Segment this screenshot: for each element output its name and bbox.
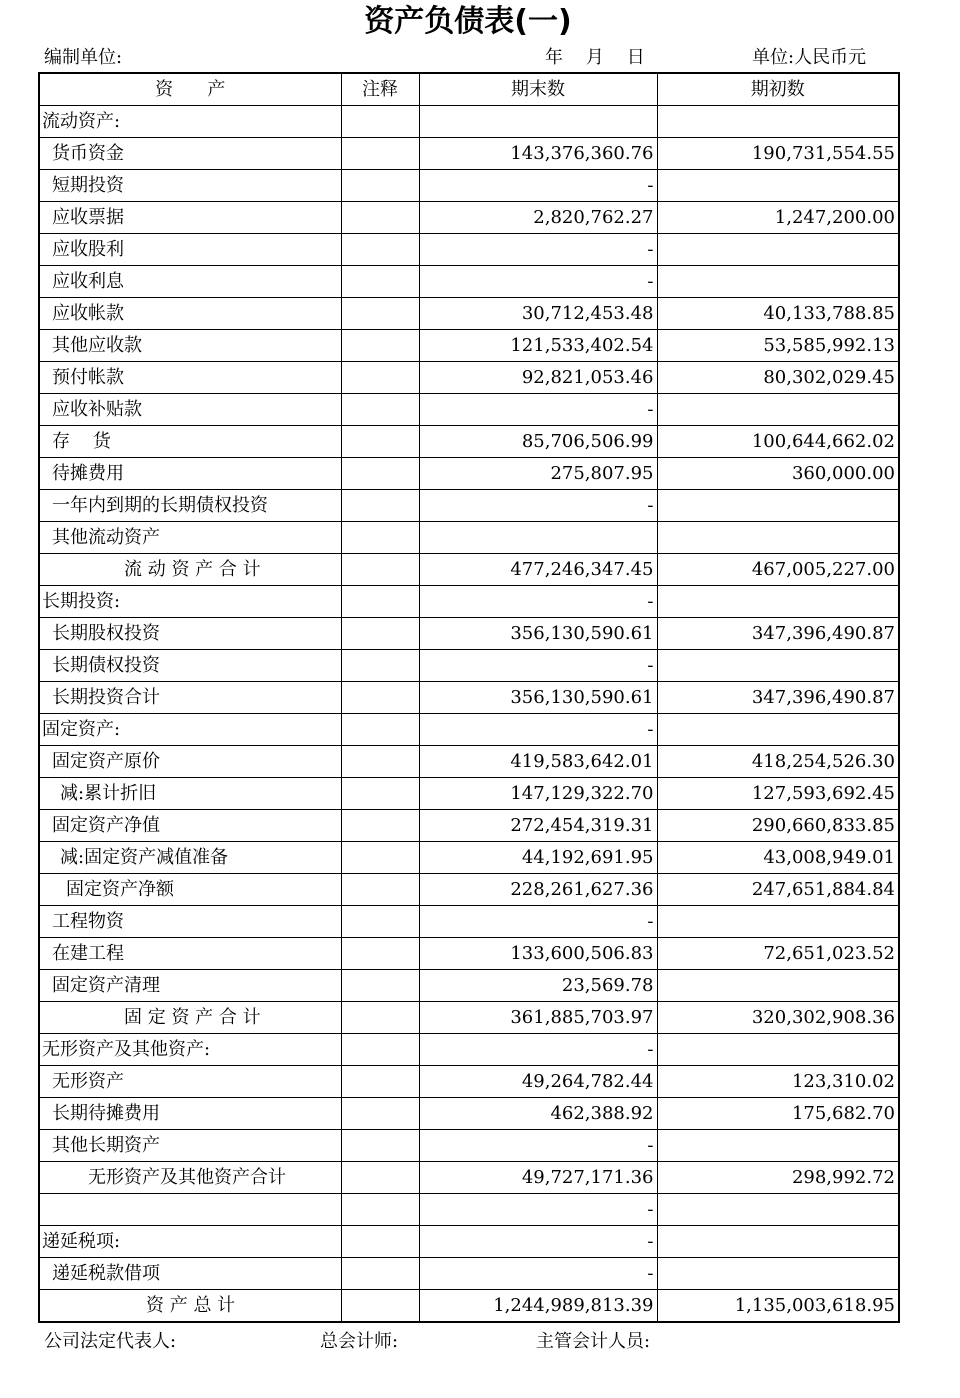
row-note (341, 650, 419, 682)
row-label: 固定资产净额 (39, 874, 341, 906)
table-row (39, 138, 899, 170)
row-period-begin-value (657, 1226, 899, 1258)
row-label: 应收股利 (39, 234, 341, 266)
row-note (341, 842, 419, 874)
row-period-begin-value: 347,396,490.87 (657, 682, 899, 714)
header-period-begin: 期初数 (657, 73, 899, 106)
header-period-end: 期末数 (419, 73, 657, 106)
row-period-end-value: 92,821,053.46 (419, 362, 657, 394)
table-row (39, 1002, 899, 1034)
table-row (39, 298, 899, 330)
row-period-end-value: - (419, 1130, 657, 1162)
row-note (341, 490, 419, 522)
row-label: 流 动 资 产 合 计 (39, 554, 341, 586)
row-period-begin-value: 347,396,490.87 (657, 618, 899, 650)
row-period-begin-value: 247,651,884.84 (657, 874, 899, 906)
row-label: 长期股权投资 (39, 618, 341, 650)
row-note (341, 170, 419, 202)
row-label: 其他流动资产 (39, 522, 341, 554)
row-period-begin-value: 40,133,788.85 (657, 298, 899, 330)
row-period-end-value: 356,130,590.61 (419, 682, 657, 714)
table-row (39, 554, 899, 586)
row-note (341, 266, 419, 298)
row-period-end-value: 49,264,782.44 (419, 1066, 657, 1098)
row-period-begin-value (657, 970, 899, 1002)
row-note (341, 1194, 419, 1226)
row-note (341, 458, 419, 490)
row-note (341, 746, 419, 778)
row-note (341, 1034, 419, 1066)
header-assets: 资 产 (39, 73, 341, 106)
table-row (39, 810, 899, 842)
row-label: 固定资产净值 (39, 810, 341, 842)
table-row (39, 106, 899, 138)
row-label: 应收利息 (39, 266, 341, 298)
row-period-begin-value (657, 586, 899, 618)
row-period-end-value: 2,820,762.27 (419, 202, 657, 234)
row-period-begin-value: 298,992.72 (657, 1162, 899, 1194)
row-period-end-value: - (419, 1194, 657, 1226)
row-period-begin-value (657, 522, 899, 554)
table-row (39, 1290, 899, 1323)
header-note: 注释 (341, 73, 419, 106)
row-label: 应收补贴款 (39, 394, 341, 426)
row-label: 在建工程 (39, 938, 341, 970)
row-period-end-value: 143,376,360.76 (419, 138, 657, 170)
row-note (341, 1162, 419, 1194)
header-row (39, 73, 899, 106)
row-label: 其他应收款 (39, 330, 341, 362)
currency-unit-label: 单位:人民币元 (752, 47, 867, 68)
row-label: 固 定 资 产 合 计 (39, 1002, 341, 1034)
chief-accountant-label: 总会计师: (320, 1331, 399, 1352)
row-label: 长期投资合计 (39, 682, 341, 714)
table-row (39, 746, 899, 778)
row-label: 短期投资 (39, 170, 341, 202)
row-period-begin-value (657, 394, 899, 426)
row-label: 其他长期资产 (39, 1130, 341, 1162)
table-row (39, 618, 899, 650)
row-label: 无形资产 (39, 1066, 341, 1098)
row-label: 固定资产清理 (39, 970, 341, 1002)
row-note (341, 138, 419, 170)
row-note (341, 298, 419, 330)
row-period-begin-value: 100,644,662.02 (657, 426, 899, 458)
row-note (341, 906, 419, 938)
row-period-end-value: - (419, 906, 657, 938)
row-period-begin-value (657, 234, 899, 266)
row-period-begin-value: 467,005,227.00 (657, 554, 899, 586)
row-period-end-value: - (419, 170, 657, 202)
table-row (39, 1130, 899, 1162)
row-period-end-value: 23,569.78 (419, 970, 657, 1002)
row-label: 待摊费用 (39, 458, 341, 490)
row-period-begin-value: 190,731,554.55 (657, 138, 899, 170)
table-row (39, 170, 899, 202)
row-period-begin-value: 53,585,992.13 (657, 330, 899, 362)
table-row (39, 650, 899, 682)
row-period-begin-value (657, 106, 899, 138)
row-label: 应收票据 (39, 202, 341, 234)
table-row (39, 394, 899, 426)
row-label: 无形资产及其他资产: (39, 1034, 341, 1066)
row-period-end-value: 30,712,453.48 (419, 298, 657, 330)
row-note (341, 1066, 419, 1098)
table-row (39, 682, 899, 714)
row-period-end-value: - (419, 394, 657, 426)
row-period-end-value (419, 522, 657, 554)
row-period-begin-value: 43,008,949.01 (657, 842, 899, 874)
table-row (39, 202, 899, 234)
table-row (39, 970, 899, 1002)
row-period-end-value: 419,583,642.01 (419, 746, 657, 778)
row-note (341, 426, 419, 458)
row-period-end-value (419, 106, 657, 138)
row-note (341, 970, 419, 1002)
row-period-begin-value: 72,651,023.52 (657, 938, 899, 970)
row-period-end-value: 147,129,322.70 (419, 778, 657, 810)
row-label: 递延税项: (39, 1226, 341, 1258)
row-period-begin-value: 320,302,908.36 (657, 1002, 899, 1034)
row-period-begin-value (657, 1130, 899, 1162)
row-period-begin-value (657, 1258, 899, 1290)
row-note (341, 874, 419, 906)
date-label: 年 月 日 (545, 47, 645, 68)
table-row (39, 1226, 899, 1258)
row-label: 应收帐款 (39, 298, 341, 330)
row-label: 长期债权投资 (39, 650, 341, 682)
row-period-end-value: 49,727,171.36 (419, 1162, 657, 1194)
row-period-begin-value (657, 170, 899, 202)
row-period-begin-value (657, 906, 899, 938)
legal-representative-label: 公司法定代表人: (44, 1331, 177, 1352)
row-period-end-value: 228,261,627.36 (419, 874, 657, 906)
row-period-end-value: - (419, 1034, 657, 1066)
row-label: 货币资金 (39, 138, 341, 170)
row-period-end-value: 133,600,506.83 (419, 938, 657, 970)
row-period-end-value: - (419, 490, 657, 522)
row-note (341, 938, 419, 970)
row-note (341, 394, 419, 426)
row-period-end-value: - (419, 586, 657, 618)
row-label: 预付帐款 (39, 362, 341, 394)
table-row (39, 1098, 899, 1130)
row-period-end-value: 361,885,703.97 (419, 1002, 657, 1034)
table-row (39, 490, 899, 522)
row-label: 一年内到期的长期债权投资 (39, 490, 341, 522)
row-label: 流动资产: (39, 106, 341, 138)
table-row (39, 874, 899, 906)
row-period-begin-value: 418,254,526.30 (657, 746, 899, 778)
row-period-end-value: 356,130,590.61 (419, 618, 657, 650)
table-row (39, 1034, 899, 1066)
row-period-end-value: - (419, 1258, 657, 1290)
row-period-begin-value (657, 1034, 899, 1066)
row-period-end-value: 1,244,989,813.39 (419, 1290, 657, 1323)
row-note (341, 1098, 419, 1130)
table-row (39, 906, 899, 938)
row-period-begin-value (657, 490, 899, 522)
row-note (341, 714, 419, 746)
row-note (341, 1130, 419, 1162)
row-period-begin-value: 123,310.02 (657, 1066, 899, 1098)
row-label: 长期待摊费用 (39, 1098, 341, 1130)
row-note (341, 1002, 419, 1034)
row-label (39, 1194, 341, 1226)
row-period-begin-value (657, 1194, 899, 1226)
row-period-end-value: - (419, 650, 657, 682)
row-label: 减:固定资产减值准备 (39, 842, 341, 874)
row-period-end-value: 272,454,319.31 (419, 810, 657, 842)
row-note (341, 586, 419, 618)
row-period-end-value: 121,533,402.54 (419, 330, 657, 362)
preparing-unit-label: 编制单位: (44, 47, 123, 68)
row-note (341, 682, 419, 714)
table-row (39, 522, 899, 554)
table-row (39, 266, 899, 298)
row-note (341, 618, 419, 650)
row-note (341, 778, 419, 810)
row-period-begin-value (657, 266, 899, 298)
row-label: 存 货 (39, 426, 341, 458)
row-note (341, 554, 419, 586)
table-row (39, 330, 899, 362)
table-row (39, 1258, 899, 1290)
table-row (39, 426, 899, 458)
table-row (39, 842, 899, 874)
row-note (341, 810, 419, 842)
row-period-end-value: 462,388.92 (419, 1098, 657, 1130)
row-label: 递延税款借项 (39, 1258, 341, 1290)
row-label: 固定资产: (39, 714, 341, 746)
row-note (341, 106, 419, 138)
row-note (341, 202, 419, 234)
row-period-begin-value (657, 714, 899, 746)
table-row (39, 1162, 899, 1194)
row-note (341, 1258, 419, 1290)
table-row (39, 234, 899, 266)
row-period-end-value: - (419, 714, 657, 746)
row-note (341, 234, 419, 266)
row-period-end-value: - (419, 1226, 657, 1258)
row-period-begin-value: 360,000.00 (657, 458, 899, 490)
row-note (341, 522, 419, 554)
row-note (341, 1226, 419, 1258)
row-label: 资 产 总 计 (39, 1290, 341, 1323)
row-label: 无形资产及其他资产合计 (39, 1162, 341, 1194)
table-row (39, 778, 899, 810)
row-period-end-value: 275,807.95 (419, 458, 657, 490)
table-row (39, 1194, 899, 1226)
row-note (341, 330, 419, 362)
row-label: 长期投资: (39, 586, 341, 618)
row-period-begin-value: 80,302,029.45 (657, 362, 899, 394)
row-period-end-value: 44,192,691.95 (419, 842, 657, 874)
accounting-supervisor-label: 主管会计人员: (536, 1331, 651, 1352)
row-period-begin-value: 127,593,692.45 (657, 778, 899, 810)
row-period-end-value: 85,706,506.99 (419, 426, 657, 458)
table-row (39, 458, 899, 490)
page-title: 资产负债表(一) (364, 4, 572, 39)
table-row (39, 1066, 899, 1098)
table-row (39, 362, 899, 394)
row-period-begin-value: 1,247,200.00 (657, 202, 899, 234)
table-row (39, 586, 899, 618)
row-label: 工程物资 (39, 906, 341, 938)
balance-sheet-table (38, 72, 900, 1323)
table-row (39, 938, 899, 970)
row-period-begin-value: 175,682.70 (657, 1098, 899, 1130)
row-period-begin-value (657, 650, 899, 682)
row-period-end-value: - (419, 266, 657, 298)
table-row (39, 714, 899, 746)
row-label: 减:累计折旧 (39, 778, 341, 810)
row-note (341, 1290, 419, 1323)
row-label: 固定资产原价 (39, 746, 341, 778)
row-period-begin-value: 290,660,833.85 (657, 810, 899, 842)
row-note (341, 362, 419, 394)
row-period-end-value: - (419, 234, 657, 266)
row-period-end-value: 477,246,347.45 (419, 554, 657, 586)
row-period-begin-value: 1,135,003,618.95 (657, 1290, 899, 1323)
